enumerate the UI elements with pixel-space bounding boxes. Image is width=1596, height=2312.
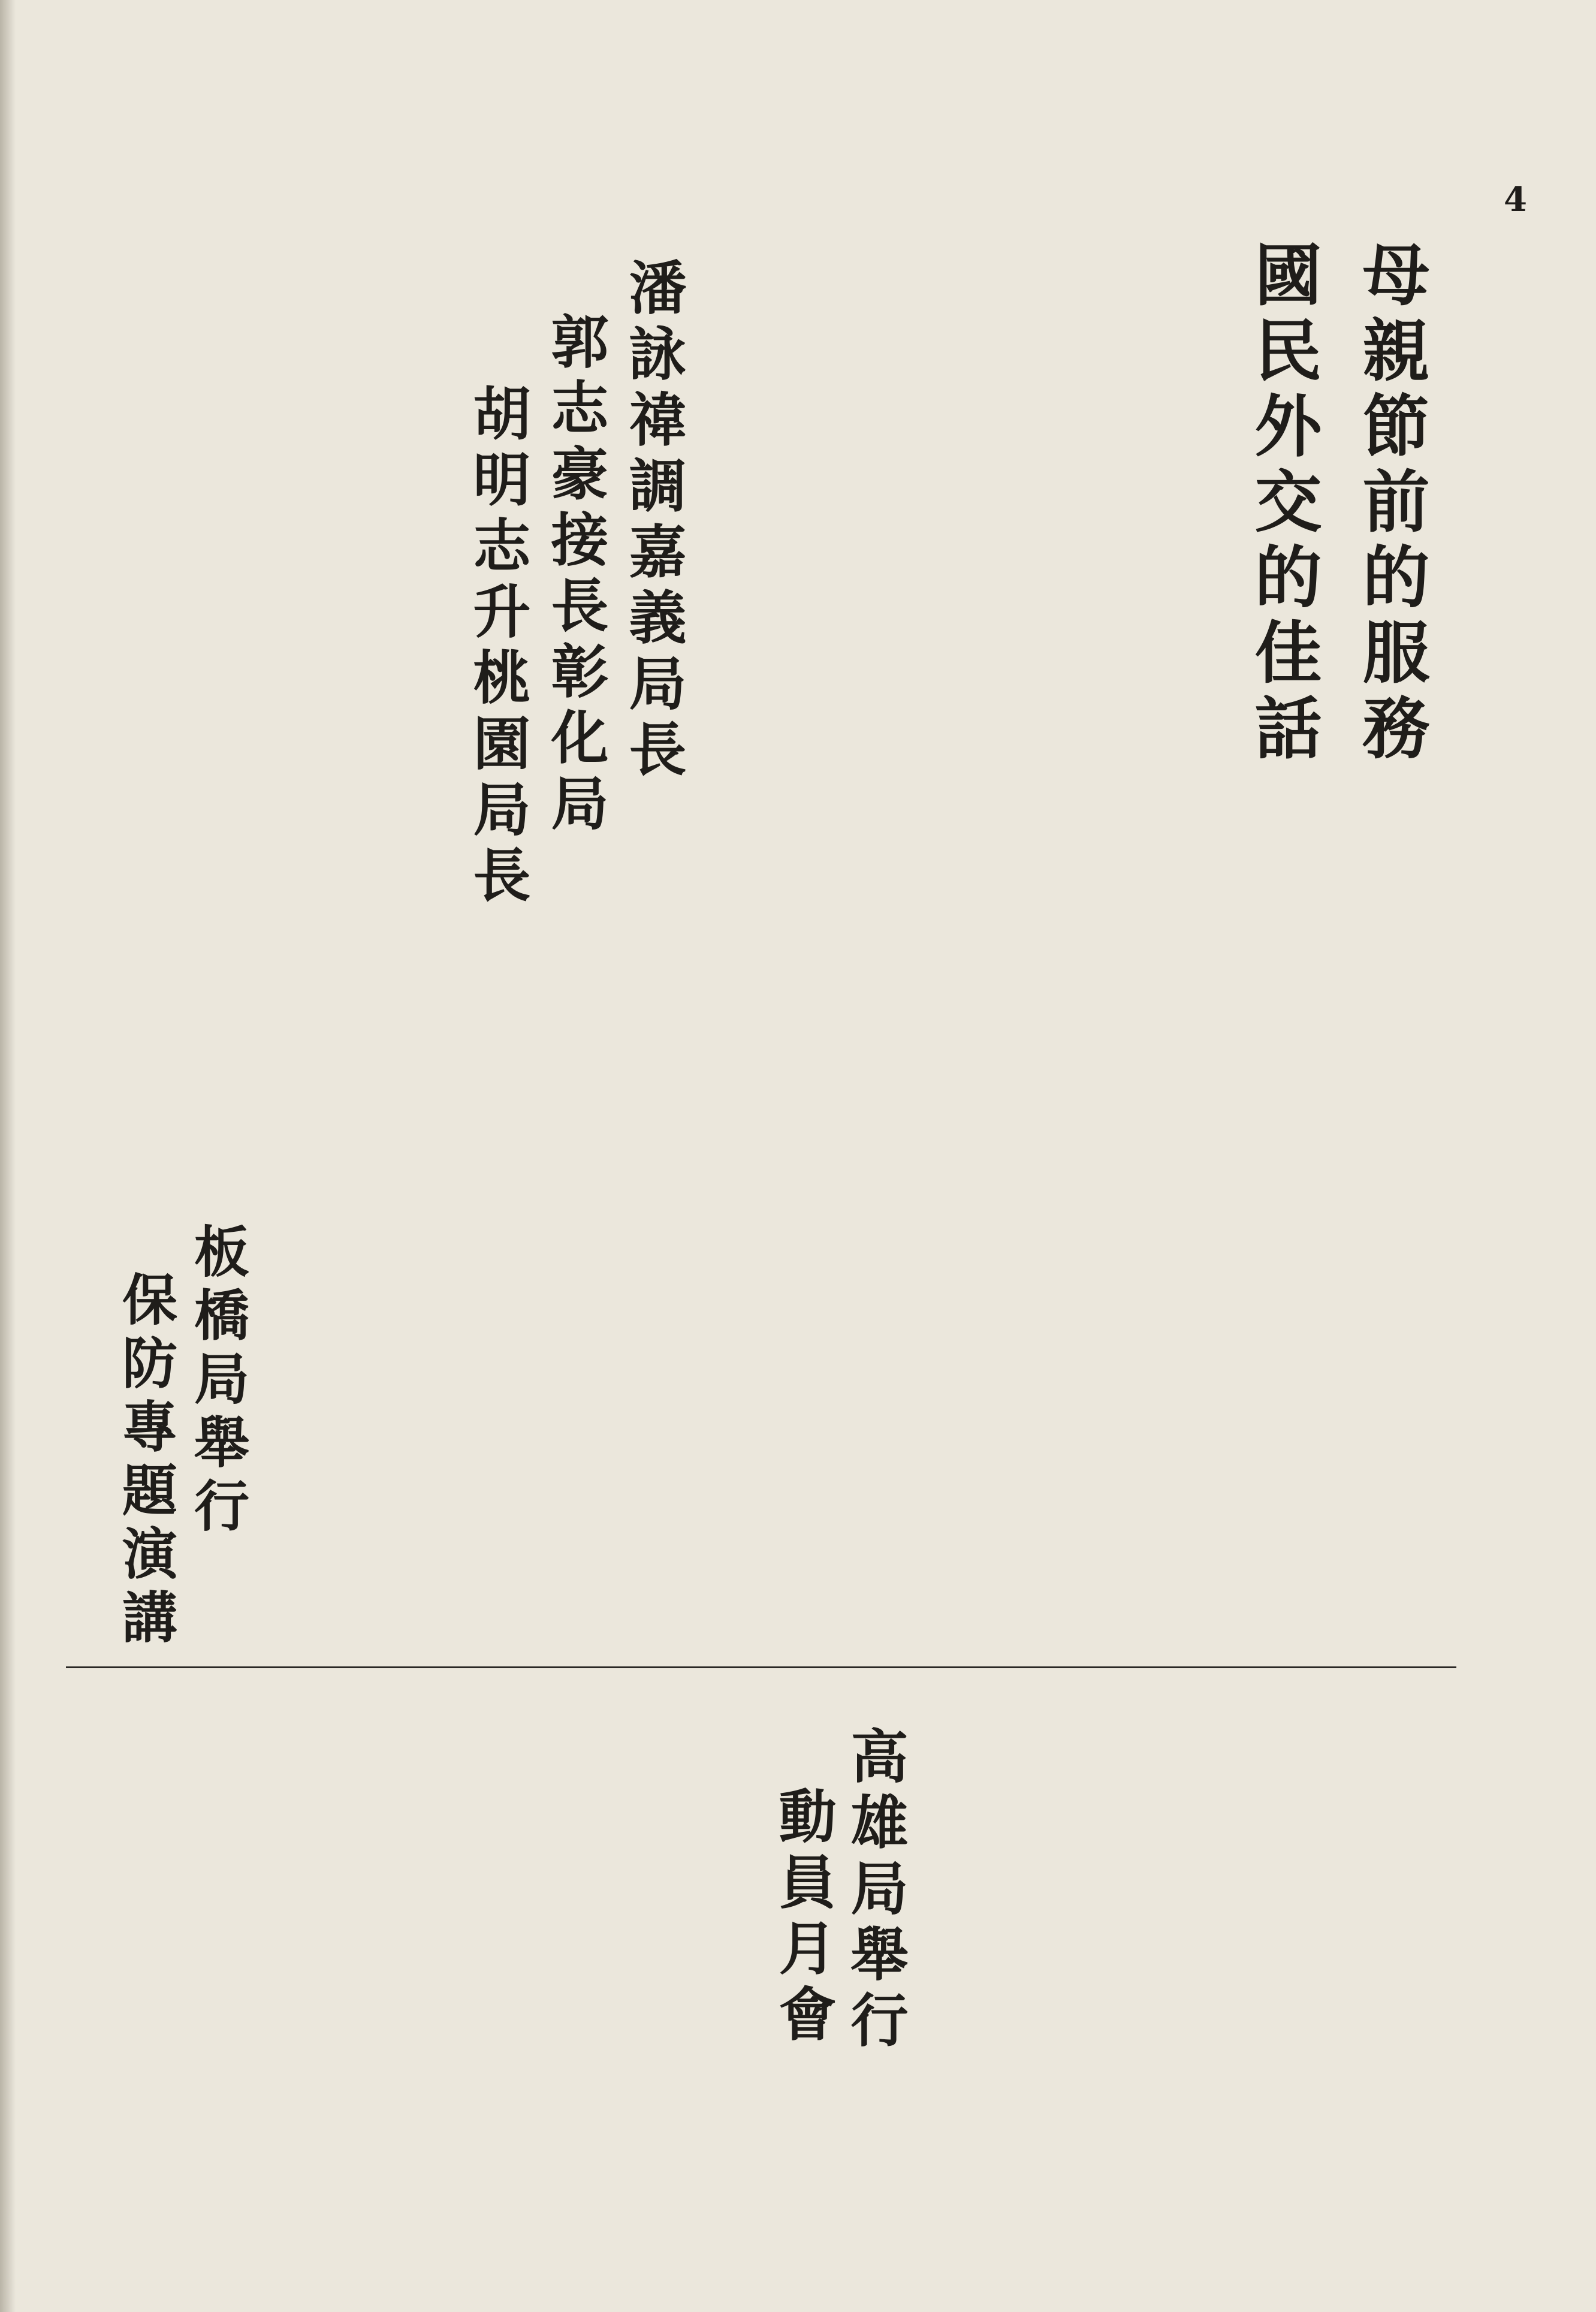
- kaohsiung-headline-1: 高雄局舉行: [841, 1726, 909, 2056]
- banqiao-headline-2: 保防專題演講: [113, 1271, 177, 1652]
- mothers-day-headline-sub: 國民外交的佳話: [1244, 240, 1322, 768]
- section-divider: [66, 1666, 1456, 1668]
- personnel-body: [66, 264, 449, 1019]
- page-number: 4: [1504, 180, 1527, 219]
- kaohsiung-headline-2: 動員月會: [770, 1786, 837, 2050]
- mothers-day-headline-main: 母親節前的服務: [1351, 240, 1429, 768]
- personnel-headline-2: 郭志豪接長彰化局: [542, 312, 609, 839]
- kaohsiung-body: [66, 1702, 1456, 2230]
- mothers-day-body-top: [857, 659, 1444, 1259]
- banqiao-headline-1: 板橋局舉行: [185, 1223, 249, 1541]
- personnel-headline-1: 潘詠禕調嘉義局長: [620, 258, 687, 785]
- banqiao-body: [66, 1217, 1444, 1708]
- personnel-headline-3: 胡明志升桃園局長: [464, 384, 531, 911]
